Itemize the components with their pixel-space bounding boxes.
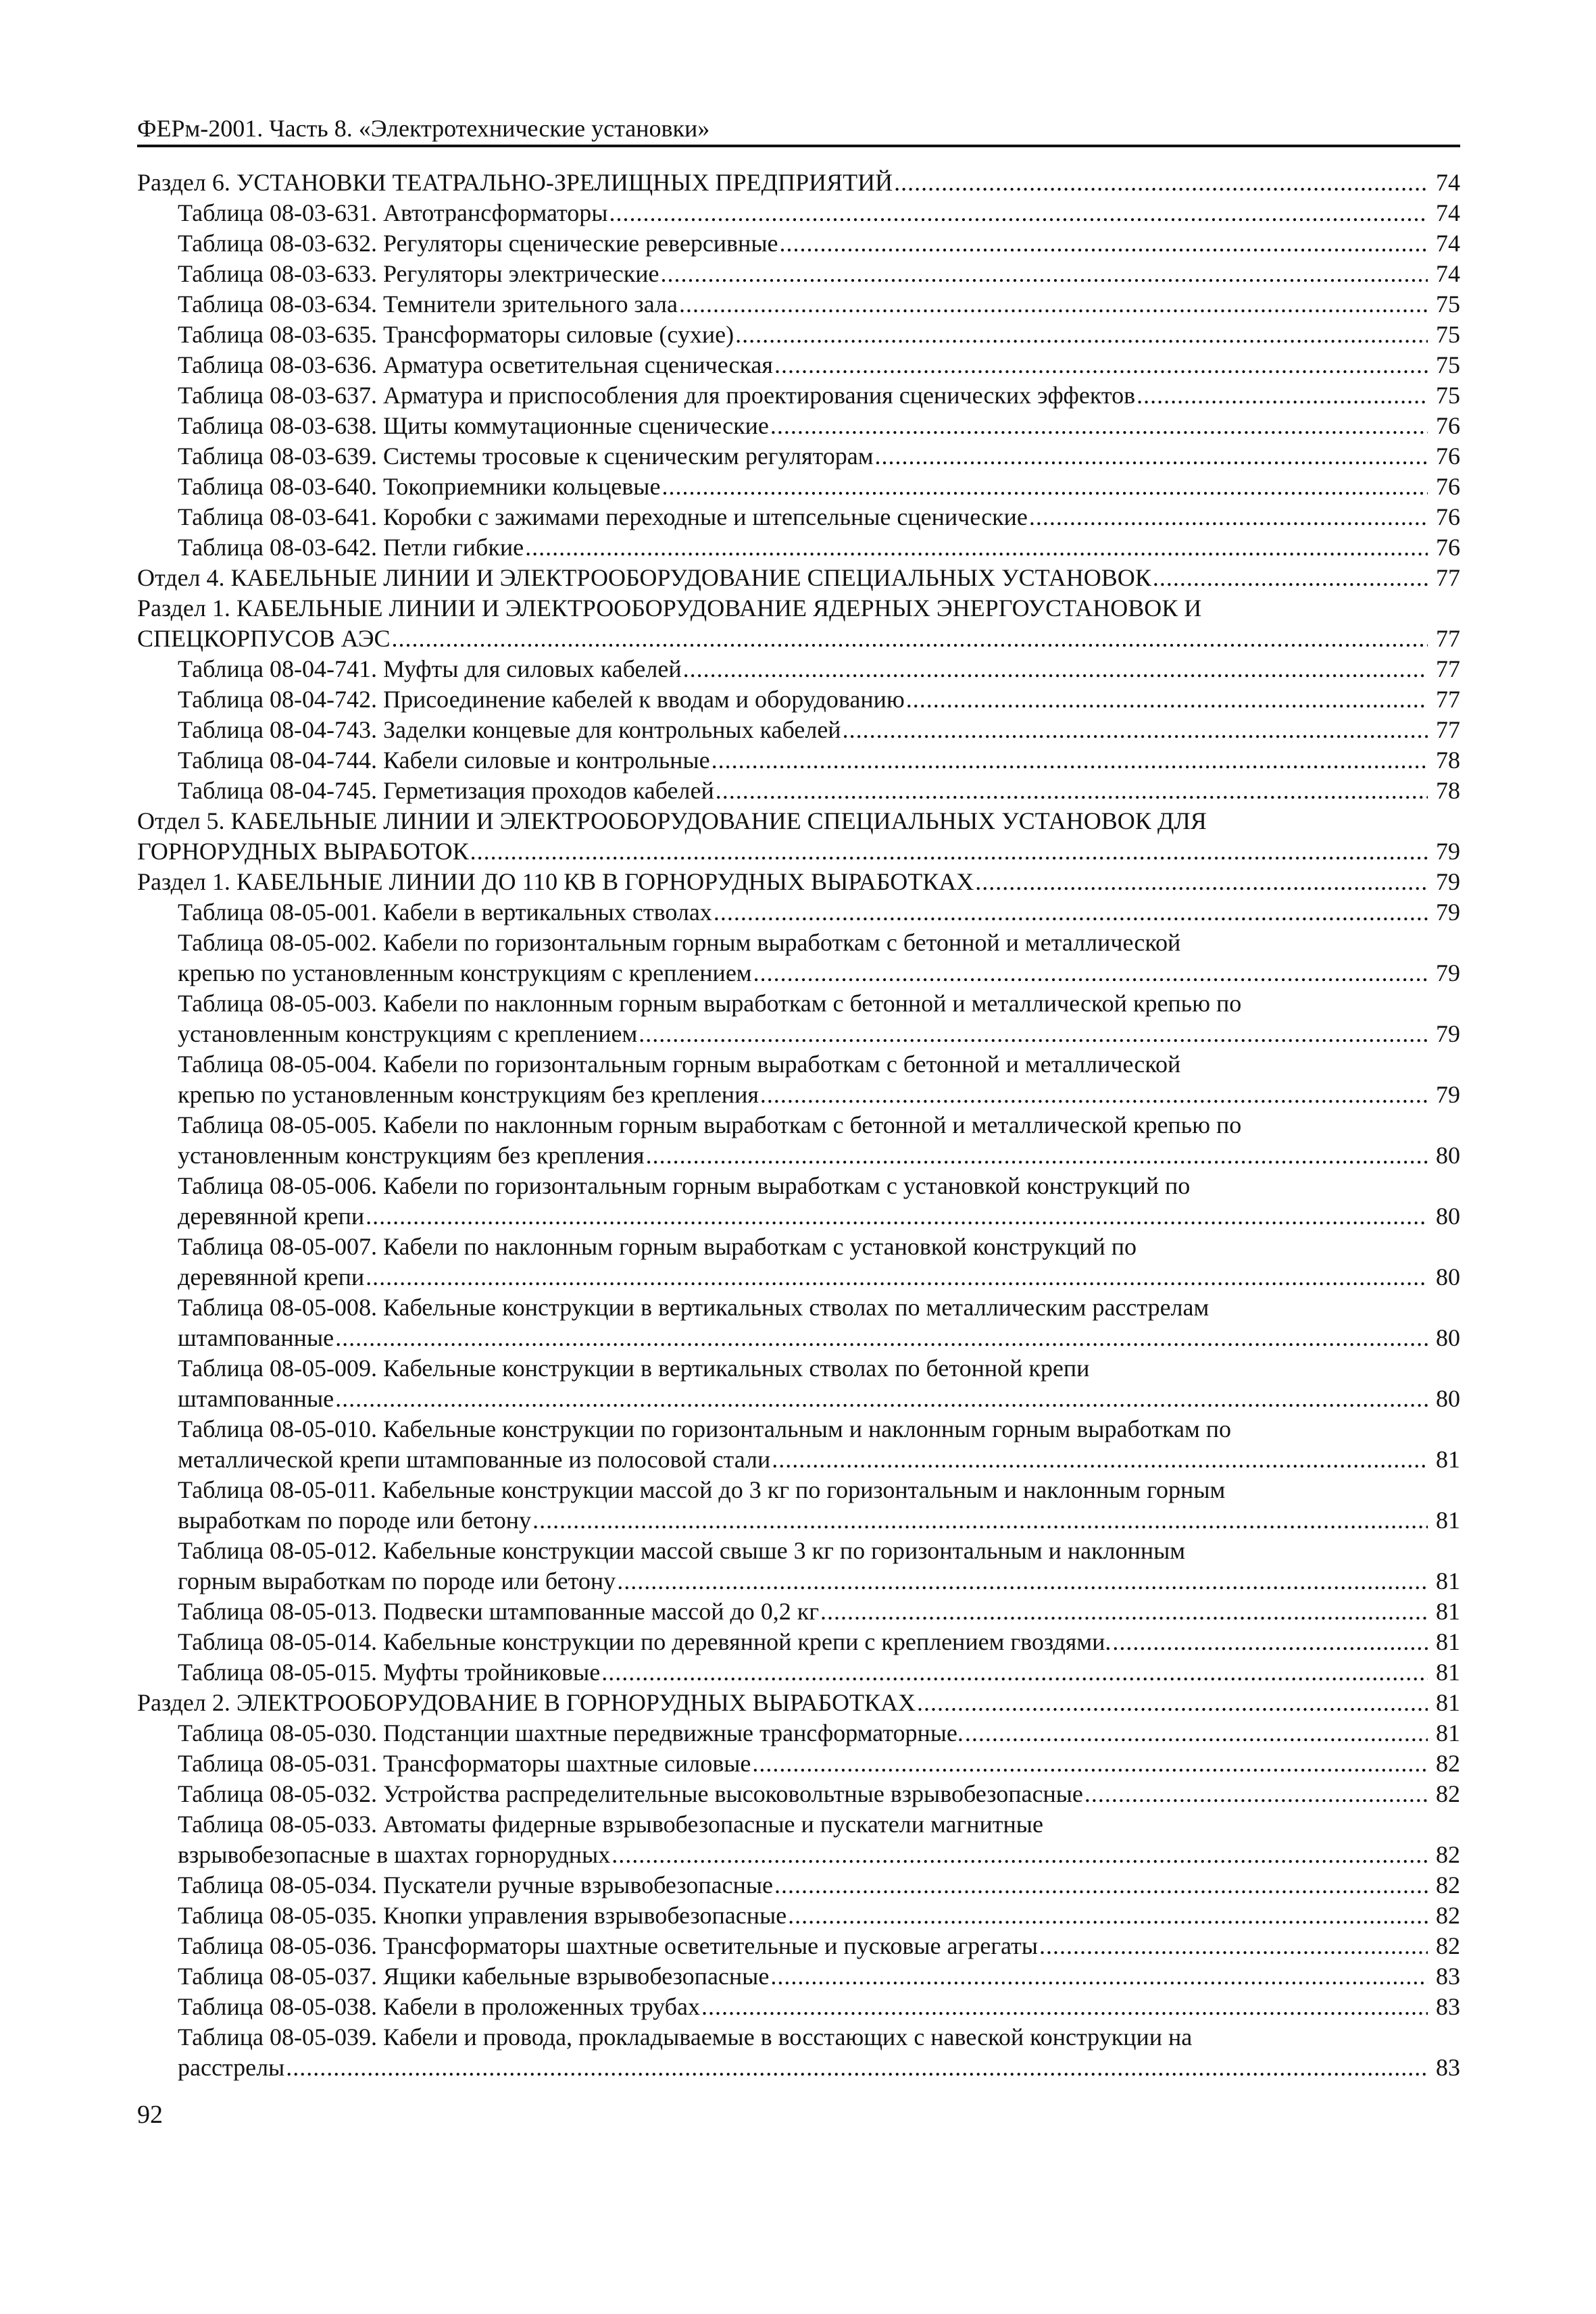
toc-entry-leader-line: [178, 745, 1460, 776]
header-rule: [137, 145, 1460, 147]
dot-leader: [1039, 1931, 1428, 1961]
dot-leader: [532, 1505, 1428, 1536]
toc-page-number: 83: [1436, 2054, 1460, 2081]
dot-leader: [679, 289, 1428, 320]
dot-leader: [770, 1961, 1428, 1992]
toc-table-entry[interactable]: [137, 1870, 1460, 1901]
toc-page-number: 81: [1436, 1567, 1460, 1594]
toc-page-number: 77: [1436, 716, 1460, 743]
toc-entry-title: Таблица 08-05-032. Устройства распределительные высоковольтные взрывобезопасные: [178, 1780, 1083, 1807]
toc-entry-leader-line: [178, 1505, 1460, 1536]
toc-table-entry[interactable]: [137, 1353, 1460, 1414]
toc-table-entry[interactable]: [137, 1171, 1460, 1232]
toc-page-number: 82: [1436, 1750, 1460, 1777]
toc-entry-title: расстрелы: [178, 2054, 285, 2081]
toc-section-entry[interactable]: [137, 168, 1460, 198]
toc-entry-leader-line: [137, 1688, 1460, 1718]
toc-entry-leader-line: [178, 1718, 1460, 1749]
toc-entry-leader-line: [178, 1840, 1460, 1870]
toc-page-number: 74: [1436, 230, 1460, 257]
toc-entry-title: горным выработкам по породе или бетону: [178, 1567, 616, 1594]
toc-table-entry[interactable]: [137, 472, 1460, 502]
toc-entry-leader-line: [178, 1749, 1460, 1779]
toc-entry-title: Таблица 08-04-741. Муфты для силовых кабелей: [178, 655, 682, 682]
toc-page-number: 77: [1436, 564, 1460, 591]
toc-page-number: 78: [1436, 777, 1460, 804]
toc-table-entry[interactable]: [137, 1809, 1460, 1870]
dot-leader: [917, 1688, 1428, 1718]
toc-entry-title: Таблица 08-03-641. Коробки с зажимами переходные и штепсельные сценические: [178, 503, 1028, 530]
toc-page-number: 80: [1436, 1142, 1460, 1169]
page-number: 92: [137, 2101, 163, 2129]
toc-page-number: 76: [1436, 503, 1460, 530]
toc-entry-leader-line: [178, 441, 1460, 472]
toc-section-entry[interactable]: [137, 593, 1460, 654]
toc-table-entry[interactable]: [137, 1931, 1460, 1961]
toc-entry-title: Таблица 08-05-038. Кабели в проложенных трубах: [178, 1993, 700, 2020]
toc-page-number: 78: [1436, 747, 1460, 774]
dot-leader: [774, 350, 1428, 380]
toc-entry-leader-line: [178, 259, 1460, 289]
dot-leader: [366, 1201, 1428, 1232]
toc-entry-title: выработкам по породе или бетону: [178, 1507, 532, 1534]
toc-table-entry[interactable]: [137, 228, 1460, 259]
toc-page-number: 79: [1436, 868, 1460, 895]
toc-entry-title: Таблица 08-05-014. Кабельные конструкции по деревянной крепи с креплением гвоздями.: [178, 1628, 1112, 1655]
dot-leader: [701, 1992, 1428, 2022]
dot-leader: [820, 1596, 1428, 1627]
toc-table-entry[interactable]: [137, 1049, 1460, 1110]
toc-table-entry[interactable]: [137, 411, 1460, 441]
toc-page-number: 80: [1436, 1263, 1460, 1290]
toc-table-entry[interactable]: [137, 654, 1460, 684]
dot-leader: [470, 836, 1428, 867]
dot-leader: [788, 1901, 1428, 1931]
toc-page-number: 76: [1436, 473, 1460, 500]
toc-page-number: 81: [1436, 1689, 1460, 1716]
dot-leader: [1029, 502, 1428, 532]
toc-entry-leader-line: [178, 1384, 1460, 1414]
dot-leader: [617, 1566, 1428, 1596]
toc-table-entry[interactable]: [137, 1292, 1460, 1353]
toc-entry-title-line: Таблица 08-05-004. Кабели по горизонтальным горным выработкам с бетонной и металлической: [178, 1051, 1181, 1078]
toc-page-number: 81: [1436, 1719, 1460, 1746]
toc-table-entry[interactable]: [137, 502, 1460, 532]
dot-leader: [601, 1657, 1428, 1688]
toc-entry-title: деревянной крепи: [178, 1263, 365, 1290]
toc-section-entry[interactable]: [137, 806, 1460, 867]
toc-page-number: 79: [1436, 1020, 1460, 1047]
toc-table-entry[interactable]: [137, 532, 1460, 563]
toc-page-number: 74: [1436, 260, 1460, 287]
toc-section-entry[interactable]: [137, 1688, 1460, 1718]
toc-page-number: 75: [1436, 351, 1460, 378]
toc-page-number: 79: [1436, 1081, 1460, 1108]
dot-leader: [1137, 380, 1428, 411]
toc-table-entry[interactable]: [137, 289, 1460, 320]
toc-section-entry[interactable]: [137, 867, 1460, 897]
toc-entry-leader-line: [178, 1931, 1460, 1961]
toc-entry-leader-line: [178, 1323, 1460, 1353]
toc-table-entry[interactable]: [137, 1779, 1460, 1809]
toc-table-entry[interactable]: [137, 1961, 1460, 1992]
toc-entry-leader-line: [178, 1779, 1460, 1809]
toc-entry-leader-line: [178, 1627, 1460, 1657]
dot-leader: [770, 411, 1428, 441]
toc-entry-leader-line: [178, 1901, 1460, 1931]
toc-page-number: 81: [1436, 1659, 1460, 1686]
dot-leader: [965, 1718, 1428, 1749]
dot-leader: [714, 897, 1428, 928]
toc-page-number: 77: [1436, 686, 1460, 713]
toc-entry-title-line: Таблица 08-05-006. Кабели по горизонтальным горным выработкам с установкой конструкций по: [178, 1172, 1191, 1199]
dot-leader: [906, 684, 1428, 715]
dot-leader: [335, 1323, 1428, 1353]
toc-page-number: 83: [1436, 1963, 1460, 1990]
toc-table-entry[interactable]: [137, 1749, 1460, 1779]
toc-page-number: 81: [1436, 1628, 1460, 1655]
toc-entry-title-line: Таблица 08-05-010. Кабельные конструкции по горизонтальным и наклонным горным выработкам по: [178, 1415, 1232, 1442]
toc-table-entry[interactable]: [137, 320, 1460, 350]
toc-table-entry[interactable]: [137, 897, 1460, 928]
toc-entry-leader-line: [178, 1596, 1460, 1627]
dot-leader: [875, 441, 1428, 472]
running-header: ФЕРм-2001. Часть 8. «Электротехнические установки»: [137, 115, 710, 142]
toc-entry-title-line: Отдел 5. КАБЕЛЬНЫЕ ЛИНИИ И ЭЛЕКТРООБОРУДОВАНИЕ СПЕЦИАЛЬНЫХ УСТАНОВОК ДЛЯ: [137, 807, 1207, 834]
toc-table-entry[interactable]: [137, 198, 1460, 228]
toc-entry-title-line: Таблица 08-05-002. Кабели по горизонтальным горным выработкам с бетонной и металлической: [178, 929, 1181, 956]
toc-page-number: 75: [1436, 382, 1460, 409]
toc-entry-title: Таблица 08-05-013. Подвески штампованные массой до 0,2 кг: [178, 1598, 820, 1625]
dot-leader: [1084, 1779, 1428, 1809]
toc-entry-title: Таблица 08-03-636. Арматура осветительная сценическая: [178, 351, 773, 378]
toc-entry-title: установленным конструкциям с креплением: [178, 1020, 638, 1047]
toc-entry-title: Таблица 08-04-744. Кабели силовые и контрольные: [178, 747, 710, 774]
toc-entry-title: Таблица 08-05-037. Ящики кабельные взрывобезопасные: [178, 1963, 770, 1990]
toc-entry-title: Таблица 08-03-637. Арматура и приспособления для проектирования сценических эффектов: [178, 382, 1136, 409]
dot-leader: [753, 958, 1428, 988]
toc-entry-title: Таблица 08-05-001. Кабели в вертикальных стволах: [178, 899, 712, 926]
toc-table-entry[interactable]: [137, 776, 1460, 806]
dot-leader: [1112, 1627, 1428, 1657]
toc-entry-title-line: Таблица 08-05-003. Кабели по наклонным горным выработкам с бетонной и металлической крепью по: [178, 990, 1242, 1017]
toc-page-number: 82: [1436, 1871, 1460, 1898]
dot-leader: [392, 624, 1428, 654]
toc-entry-title: Таблица 08-03-639. Системы тросовые к сценическим регуляторам: [178, 443, 874, 470]
toc-entry-title: Раздел 6. УСТАНОВКИ ТЕАТРАЛЬНО-ЗРЕЛИЩНЫХ ПРЕДПРИЯТИЙ: [137, 169, 893, 196]
toc-entry-leader-line: [137, 836, 1460, 867]
toc-entry-title-line: Таблица 08-05-011. Кабельные конструкции массой до 3 кг по горизонтальным и наклонным горным: [178, 1476, 1226, 1503]
toc-entry-leader-line: [178, 228, 1460, 259]
toc-entry-title: Таблица 08-05-036. Трансформаторы шахтные осветительные и пусковые агрегаты: [178, 1932, 1038, 1959]
toc-entry-title-line: Таблица 08-05-033. Автоматы фидерные взрывобезопасные и пускатели магнитные: [178, 1811, 1043, 1838]
toc-entry-title-line: Раздел 1. КАБЕЛЬНЫЕ ЛИНИИ И ЭЛЕКТРООБОРУДОВАНИЕ ЯДЕРНЫХ ЭНЕРГОУСТАНОВОК И: [137, 595, 1202, 622]
toc-entry-title: металлической крепи штампованные из полосовой стали: [178, 1446, 771, 1473]
toc-entry-leader-line: [178, 715, 1460, 745]
toc-page-number: 80: [1436, 1203, 1460, 1230]
toc-entry-title: Таблица 08-05-015. Муфты тройниковые: [178, 1659, 601, 1686]
dot-leader: [780, 228, 1428, 259]
dot-leader: [735, 320, 1428, 350]
toc-entry-leader-line: [178, 380, 1460, 411]
toc-table-entry[interactable]: [137, 441, 1460, 472]
toc-entry-title: Таблица 08-03-633. Регуляторы электрические: [178, 260, 659, 287]
toc-entry-title-line: Таблица 08-05-008. Кабельные конструкции в вертикальных стволах по металлическим расстрелам: [178, 1294, 1210, 1321]
toc-entry-leader-line: [178, 1444, 1460, 1475]
toc-table-entry[interactable]: [137, 1232, 1460, 1292]
toc-entry-leader-line: [178, 897, 1460, 928]
toc-entry-title: установленным конструкциям без крепления: [178, 1142, 645, 1169]
dot-leader: [716, 776, 1428, 806]
toc-section-entry[interactable]: [137, 563, 1460, 593]
toc-entry-title: взрывобезопасные в шахтах горнорудных: [178, 1841, 611, 1868]
toc-entry-leader-line: [178, 411, 1460, 441]
dot-leader: [772, 1444, 1428, 1475]
toc-page-number: 75: [1436, 291, 1460, 318]
dot-leader: [646, 1140, 1428, 1171]
toc-page-number: 79: [1436, 959, 1460, 986]
toc-entry-title-line: Таблица 08-05-009. Кабельные конструкции в вертикальных стволах по бетонной крепи: [178, 1355, 1090, 1382]
toc-entry-title: ГОРНОРУДНЫХ ВЫРАБОТОК: [137, 838, 469, 865]
dot-leader: [843, 715, 1428, 745]
toc-entry-leader-line: [178, 654, 1460, 684]
toc-entry-leader-line: [137, 867, 1460, 897]
dot-leader: [894, 168, 1428, 198]
toc-entry-leader-line: [178, 1262, 1460, 1292]
toc-table-entry[interactable]: [137, 1718, 1460, 1749]
toc-entry-leader-line: [178, 1961, 1460, 1992]
dot-leader: [661, 259, 1428, 289]
toc-table-entry[interactable]: [137, 2022, 1460, 2083]
toc-table-entry[interactable]: [137, 715, 1460, 745]
toc-entry-leader-line: [178, 472, 1460, 502]
toc-entry-title: Таблица 08-04-742. Присоединение кабелей к вводам и оборудованию: [178, 686, 905, 713]
toc-entry-title: Раздел 2. ЭЛЕКТРООБОРУДОВАНИЕ В ГОРНОРУДНЫХ ВЫРАБОТКАХ: [137, 1689, 916, 1716]
toc-page-number: 82: [1436, 1780, 1460, 1807]
toc-entry-title: Таблица 08-03-640. Токоприемники кольцевые: [178, 473, 661, 500]
toc-table-entry[interactable]: [137, 1536, 1460, 1596]
toc-entry-title: Таблица 08-03-642. Петли гибкие: [178, 534, 524, 561]
toc-entry-leader-line: [137, 168, 1460, 198]
toc-page-number: 82: [1436, 1841, 1460, 1868]
toc-page-number: 81: [1436, 1507, 1460, 1534]
toc-entry-leader-line: [178, 532, 1460, 563]
table-of-contents: [137, 168, 1460, 2083]
dot-leader: [366, 1262, 1428, 1292]
toc-entry-title: Таблица 08-03-635. Трансформаторы силовые (сухие): [178, 321, 734, 348]
toc-entry-leader-line: [178, 1201, 1460, 1232]
toc-page-number: 76: [1436, 412, 1460, 439]
toc-entry-leader-line: [178, 2053, 1460, 2083]
toc-entry-title: Таблица 08-05-034. Пускатели ручные взрывобезопасные: [178, 1871, 773, 1898]
toc-table-entry[interactable]: [137, 1596, 1460, 1627]
toc-table-entry[interactable]: [137, 928, 1460, 988]
toc-page-number: 76: [1436, 534, 1460, 561]
toc-page-number: 81: [1436, 1598, 1460, 1625]
toc-page-number: 83: [1436, 1993, 1460, 2020]
toc-entry-title: Таблица 08-04-745. Герметизация проходов кабелей: [178, 777, 714, 804]
dot-leader: [1153, 563, 1428, 593]
toc-entry-title-line: Таблица 08-05-005. Кабели по наклонным горным выработкам с бетонной и металлической крепью по: [178, 1111, 1242, 1138]
toc-page-number: 81: [1436, 1446, 1460, 1473]
toc-entry-title: Таблица 08-05-031. Трансформаторы шахтные силовые: [178, 1750, 751, 1777]
toc-entry-title: Раздел 1. КАБЕЛЬНЫЕ ЛИНИИ ДО 110 КВ В ГОРНОРУДНЫХ ВЫРАБОТКАХ: [137, 868, 974, 895]
toc-entry-title: Таблица 08-03-638. Щиты коммутационные сценические: [178, 412, 769, 439]
toc-entry-leader-line: [178, 289, 1460, 320]
toc-page-number: 74: [1436, 199, 1460, 226]
toc-entry-title: крепью по установленным конструкциям с креплением: [178, 959, 752, 986]
toc-entry-title: Таблица 08-05-030. Подстанции шахтные передвижные трансформаторные.: [178, 1719, 964, 1746]
toc-page-number: 82: [1436, 1932, 1460, 1959]
toc-entry-title-line: Таблица 08-05-007. Кабели по наклонным горным выработкам с установкой конструкций по: [178, 1233, 1137, 1260]
dot-leader: [774, 1870, 1428, 1901]
toc-table-entry[interactable]: [137, 1475, 1460, 1536]
toc-entry-leader-line: [137, 563, 1460, 593]
toc-page-number: 77: [1436, 655, 1460, 682]
dot-leader: [525, 532, 1428, 563]
toc-entry-title: штампованные: [178, 1324, 334, 1351]
toc-page-number: 82: [1436, 1902, 1460, 1929]
toc-entry-title: деревянной крепи: [178, 1203, 365, 1230]
toc-entry-title: Таблица 08-03-631. Автотрансформаторы: [178, 199, 608, 226]
dot-leader: [609, 198, 1428, 228]
toc-entry-title: Таблица 08-03-634. Темнители зрительного зала: [178, 291, 678, 318]
toc-entry-title: Таблица 08-05-035. Кнопки управления взрывобезопасные: [178, 1902, 787, 1929]
toc-entry-leader-line: [178, 958, 1460, 988]
toc-entry-title-line: Таблица 08-05-012. Кабельные конструкции массой свыше 3 кг по горизонтальным и наклонным: [178, 1537, 1186, 1564]
toc-table-entry[interactable]: [137, 1657, 1460, 1688]
toc-entry-title: СПЕЦКОРПУСОВ АЭС: [137, 625, 391, 652]
toc-entry-leader-line: [178, 684, 1460, 715]
toc-table-entry[interactable]: [137, 988, 1460, 1049]
toc-entry-leader-line: [178, 1992, 1460, 2022]
toc-entry-title: Таблица 08-04-743. Заделки концевые для контрольных кабелей: [178, 716, 841, 743]
toc-entry-leader-line: [178, 198, 1460, 228]
toc-table-entry[interactable]: [137, 745, 1460, 776]
toc-entry-leader-line: [178, 350, 1460, 380]
toc-table-entry[interactable]: [137, 1901, 1460, 1931]
dot-leader: [286, 2053, 1428, 2083]
toc-entry-title: крепью по установленным конструкциям без крепления: [178, 1081, 759, 1108]
dot-leader: [335, 1384, 1428, 1414]
toc-page-number: 77: [1436, 625, 1460, 652]
toc-entry-title-line: Таблица 08-05-039. Кабели и провода, прокладываемые в восстающих с навеской конструкции на: [178, 2023, 1193, 2051]
dot-leader: [760, 1080, 1428, 1110]
toc-page-number: 75: [1436, 321, 1460, 348]
toc-page-number: 79: [1436, 838, 1460, 865]
toc-table-entry[interactable]: [137, 380, 1460, 411]
toc-entry-leader-line: [178, 1870, 1460, 1901]
toc-table-entry[interactable]: [137, 1110, 1460, 1171]
toc-entry-leader-line: [178, 1566, 1460, 1596]
toc-entry-leader-line: [178, 502, 1460, 532]
toc-entry-leader-line: [178, 1140, 1460, 1171]
toc-table-entry[interactable]: [137, 684, 1460, 715]
toc-page-number: 74: [1436, 169, 1460, 196]
toc-entry-leader-line: [178, 320, 1460, 350]
toc-entry-title: Отдел 4. КАБЕЛЬНЫЕ ЛИНИИ И ЭЛЕКТРООБОРУДОВАНИЕ СПЕЦИАЛЬНЫХ УСТАНОВОК: [137, 564, 1151, 591]
toc-entry-leader-line: [178, 776, 1460, 806]
toc-table-entry[interactable]: [137, 1414, 1460, 1475]
toc-entry-leader-line: [178, 1080, 1460, 1110]
dot-leader: [662, 472, 1428, 502]
dot-leader: [639, 1019, 1428, 1049]
toc-table-entry[interactable]: [137, 1992, 1460, 2022]
toc-entry-leader-line: [178, 1657, 1460, 1688]
toc-page-number: 80: [1436, 1385, 1460, 1412]
dot-leader: [612, 1840, 1428, 1870]
dot-leader: [712, 745, 1428, 776]
toc-entry-leader-line: [178, 1019, 1460, 1049]
dot-leader: [752, 1749, 1428, 1779]
toc-page-number: 76: [1436, 443, 1460, 470]
dot-leader: [975, 867, 1428, 897]
toc-table-entry[interactable]: [137, 259, 1460, 289]
toc-table-entry[interactable]: [137, 1627, 1460, 1657]
dot-leader: [683, 654, 1428, 684]
toc-page-number: 79: [1436, 899, 1460, 926]
toc-table-entry[interactable]: [137, 350, 1460, 380]
toc-page-number: 80: [1436, 1324, 1460, 1351]
toc-entry-title: Таблица 08-03-632. Регуляторы сценические реверсивные: [178, 230, 778, 257]
toc-entry-title: штампованные: [178, 1385, 334, 1412]
toc-entry-leader-line: [137, 624, 1460, 654]
